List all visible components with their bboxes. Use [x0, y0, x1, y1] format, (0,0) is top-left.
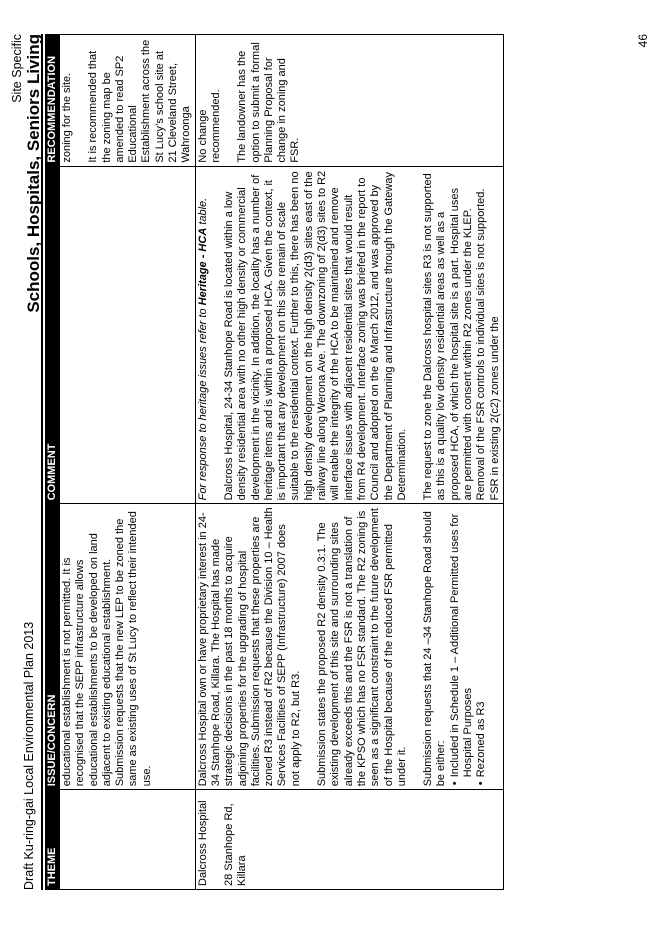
comment-cell [60, 166, 196, 504]
column-header-comment: COMMENT [46, 166, 60, 504]
document-title: Draft Ku-ring-gai Local Environmental Plan 2013 [22, 621, 36, 890]
issue-text: Submission requests that 24 –34 Stanhope Road should be either: [422, 511, 448, 787]
section-label: Site Specific [10, 34, 24, 103]
table-row [60, 35, 196, 890]
theme-cell [195, 790, 503, 890]
recommendation-text: It is recommended that the zoning map be amended to read SP2 Educational Establishment across the St Lucy’s school site at 21 Cleveland Street, Wahroonga [87, 39, 193, 163]
heritage-reference [197, 170, 210, 501]
list-item [475, 507, 488, 786]
comment-text: Dalcross Hospital, 24-34 Stanhope Road is located within a low density residential area with no other high density or commercial development in the vicinity. In addition, the locality has a number of heritage items and is within a proposed HCA. Given the context, it is important that any development on this site remain of scale suitable to the residential context. Further to this, there has been no high density development on the high density 2(d3) sites east of the railway line along Werona Ave. The downzoning of 2(d3) sites to R2 will enable the integrity of the HCA to be maintained and remove interface issues with adjacent residential sites that would result from R4 development. Interface zoning was briefed in the report to Council and adopted on the 6 March 2012, and was approved by the Department of Planning and Infrastructure through the Gateway Determination. [222, 170, 408, 501]
recommendation-cell [60, 35, 196, 167]
list-item-text: Rezoned as R3 [475, 701, 488, 778]
reference-text: For response to heritage issues refer to [196, 305, 209, 501]
table-header-row [46, 35, 60, 890]
bullet-icon: • [448, 781, 461, 786]
section-heading [10, 34, 44, 313]
bullet-icon: • [475, 781, 488, 786]
recommendation-text: The landowner has the option to submit a formal Planning Proposal for change in zoning and FSR. [236, 42, 302, 163]
column-header-issue: ISSUE/CONCERN [46, 504, 60, 790]
theme-text: Dalcross Hospital [196, 800, 209, 886]
page-number: 46 [636, 34, 650, 48]
issue-text: educational establishment is not permitted. It is recognised that the SEPP infrastructure allows educational establishments to be developed on land adjacent to existing educational establishment. Submission requests that the new LEP to be zoned the same as existing uses of St Lucy to reflect their intended use. [61, 511, 153, 787]
list-item [448, 507, 476, 786]
column-header-recommendation: RECOMMENDATION [46, 35, 60, 167]
issue-cell [60, 504, 196, 790]
list-item-text: Included in Schedule 1 – Additional Permitted uses for Hospital Purposes [448, 513, 475, 778]
subsection-title: Schools, Hospitals, Seniors Living [24, 34, 43, 313]
theme-address: 28 Stanhope Rd, Killara [222, 803, 249, 886]
bullet-list [449, 507, 489, 786]
recommendation-text: zoning for the site. [61, 72, 73, 163]
header-rule [41, 34, 43, 890]
recommendation-cell [195, 35, 503, 167]
issue-text: Dalcross Hospital own or have proprietary interest in 24-34 Stanhope Road, Killara. The Hospital has made strategic decisions in the past 18 months to acquire adjoining properties for the upgrading of hospital facilities. Submission requests that these properties are zoned R3 instead of R2 because the Division 10 – Health Services Facilities of SEPP (Infrastructure) 2007 does not apply to R2, but R3. [196, 507, 302, 787]
comment-cell [195, 166, 503, 504]
reference-text: table. [196, 197, 209, 228]
reference-table-name: Heritage - HCA [196, 227, 209, 306]
recommendation-text: No change recommended. [196, 89, 222, 163]
submissions-table [45, 34, 504, 890]
issue-text: Submission states the proposed R2 density 0.3:1. The existing development of this site and surrounding sites already exceeds this and the FSR is not a translation of the KPSO which has no FSR standard. The R2 zoning is seen as a significant constraint to the future development of the Hospital because of the reduced FSR permitted under it. [316, 508, 408, 787]
comment-text: The request to zone the Dalcross hospital sites R3 is not supported as this is a quality low density residential areas as well as a proposed HCA, of which the hospital site is a part. Hospital uses are permitted with consent within R2 zones under the KLEP. Removal of the FSR controls to individual sites is not supported. FSR in existing 2(c2) zones under the [422, 173, 501, 501]
table-row [195, 35, 503, 890]
theme-cell [60, 790, 196, 890]
column-header-theme: THEME [46, 790, 60, 890]
issue-cell [195, 504, 503, 790]
